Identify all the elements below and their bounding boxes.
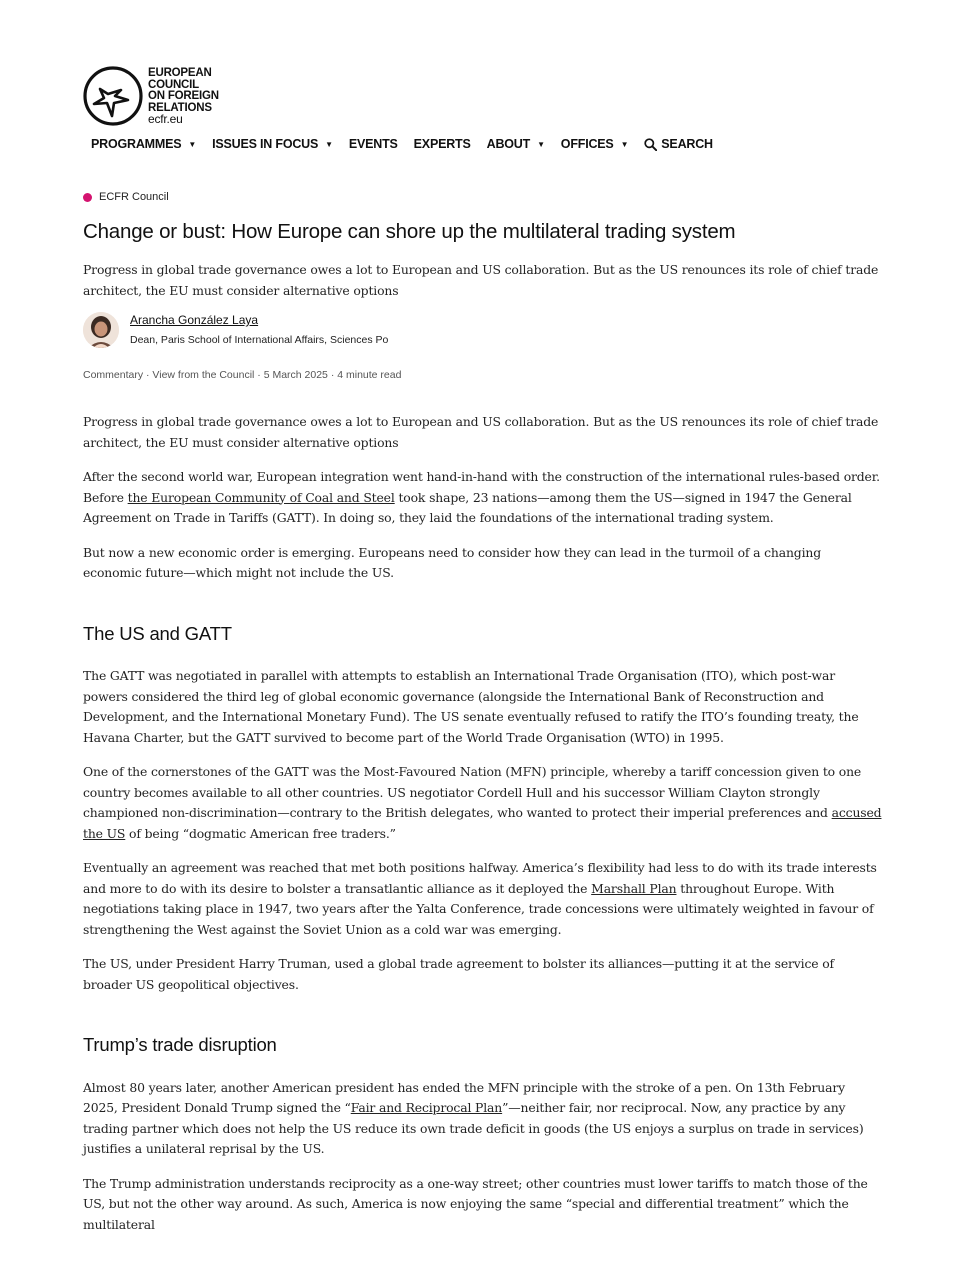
p2-text-a: After the second world war, European integration went hand-in-hand with the construction of the international rules-based order. Before <box>83 469 880 505</box>
search-icon <box>644 138 657 151</box>
nav-events-label: EVENTS <box>348 137 398 151</box>
article-meta: Commentary · View from the Council · 5 March 2025 · 4 minute read <box>83 369 402 381</box>
category-tag[interactable] <box>83 191 169 203</box>
body-paragraph-7: The US, under President Harry Truman, used a global trade agreement to bolster its alliances—putting it at the service of broader US geopolitical objectives. <box>83 956 834 992</box>
ecfr-star-logo-icon <box>82 62 146 132</box>
logo-line-1: EUROPEAN <box>148 67 212 79</box>
logo-line-3: ON FOREIGN <box>148 90 219 102</box>
nav-search[interactable] <box>644 137 713 151</box>
accused-the-us-link[interactable]: accused the US <box>83 805 882 841</box>
nav-issues-label: ISSUES IN FOCUS <box>212 137 319 151</box>
article-standfirst: Progress in global trade governance owes a lot to European and US collaboration. But as the US renounces its role of chief trade architect, the EU must consider alternative options <box>83 262 879 298</box>
author-role: Dean, Paris School of International Affairs, Sciences Po <box>130 334 389 346</box>
p8-text-b: ”—neither fair, nor reciprocal. Now, any practice by any trading partner which does not help the US reduce its own trade deficit in goods (the US enjoys a surplus on trade in services) justifies a unilateral reprisal by the US. <box>83 1100 864 1156</box>
nav-experts[interactable] <box>414 137 471 151</box>
caret-down-icon: ▼ <box>188 139 197 149</box>
nav-offices-label: OFFICES <box>560 137 614 151</box>
body-paragraph-8 <box>83 1078 883 1160</box>
body-paragraph-5 <box>83 762 883 844</box>
p2-text-b: took shape, 23 nations—among them the US—signed in 1947 the General Agreement on Trade in Tariffs (GATT). In doing so, they laid the foundations of the international trading system. <box>83 489 852 525</box>
nav-search-label: SEARCH <box>661 137 713 151</box>
ecfr-logo[interactable] <box>82 62 242 134</box>
marshall-plan-link[interactable]: Marshall Plan <box>591 880 677 896</box>
p6-text-a: Eventually an agreement was reached that met both positions halfway. America’s flexibility had less to do with its trade interests and more to do with its desire to bolster a transatlantic alliance as it deployed the <box>83 860 877 896</box>
caret-down-icon: ▼ <box>325 139 333 149</box>
caret-down-icon: ▼ <box>620 139 629 149</box>
body-paragraph-2 <box>83 467 883 529</box>
nav-offices[interactable] <box>561 137 629 151</box>
logo-line-2: COUNCIL <box>148 78 199 91</box>
p8-text-a: Almost 80 years later, another American president has ended the MFN principle with the stroke of a pen. On 13th February 2025, President Donald Trump signed the “ <box>83 1079 845 1115</box>
section-heading-us-gatt: The US and GATT <box>83 622 232 644</box>
nav-about-label: ABOUT <box>486 137 531 151</box>
body-paragraph-4: The GATT was negotiated in parallel with attempts to establish an International Trade Organisation (ITO), which post-war powers considered the third leg of global economic governance (alongside the International Bank of Reconstruction and Development, and the International Monetary Fund). The US senate eventually refused to ratify the ITO’s founding treaty, the Havana Charter, but the GATT survived to become part of the World Trade Organisation (WTO) in 1995. <box>83 668 859 745</box>
section-heading-trump-trade: Trump’s trade disruption <box>83 1034 277 1055</box>
caret-down-icon: ▼ <box>537 139 545 149</box>
nav-about[interactable] <box>487 137 545 151</box>
author-avatar[interactable] <box>83 312 119 348</box>
fair-reciprocal-plan-link[interactable]: Fair and Reciprocal Plan <box>350 1100 503 1115</box>
nav-events[interactable] <box>349 137 398 151</box>
logo-domain: ecfr.eu <box>148 112 183 126</box>
article-body <box>83 412 883 1249</box>
body-paragraph-6 <box>83 858 883 940</box>
main-nav <box>91 135 729 153</box>
article-title: Change or bust: How Europe can shore up the multilateral trading system <box>83 220 736 243</box>
nav-programmes[interactable] <box>91 137 196 151</box>
nav-issues-in-focus[interactable] <box>212 137 333 151</box>
tag-dot-icon <box>83 193 92 202</box>
body-paragraph-1: Progress in global trade governance owes a lot to European and US collaboration. But as the US renounces its role of chief trade architect, the EU must consider alternative options <box>83 414 879 450</box>
p5-text-a: One of the cornerstones of the GATT was the Most-Favoured Nation (MFN) principle, whereby a tariff concession given to one country becomes available to all other countries. US negotiator Cordell Hull and his successor William Clayton strongly championed non-discrimination—contrary to the British delegates, who wanted to protect their imperial preferences and <box>83 764 862 820</box>
logo-wordmark <box>148 68 219 126</box>
category-tag-label: ECFR Council <box>99 191 169 203</box>
p6-text-b: throughout Europe. With negotiations taking place in 1947, two years after the Yalta Conference, trade concessions were ultimately weighted in favour of strengthening the West against the Soviet Union as a cold war was emerging. <box>83 880 874 937</box>
logo-line-4: RELATIONS <box>148 101 212 114</box>
author-portrait-icon <box>83 312 119 348</box>
p5-text-b: of being “dogmatic American free traders.” <box>125 825 396 841</box>
body-paragraph-9: The Trump administration understands reciprocity as a one-way street; other countries must lower tariffs to match those of the US, but not the other way around. As such, America is now enjoying the same “special and differential treatment” which the multilateral <box>83 1175 868 1232</box>
ecsc-link[interactable]: the European Community of Coal and Steel <box>127 489 395 505</box>
body-paragraph-3: But now a new economic order is emerging. Europeans need to consider how they can lead in the turmoil of a changing economic future—which might not include the US. <box>83 544 822 580</box>
nav-programmes-label: PROGRAMMES <box>91 137 182 151</box>
nav-experts-label: EXPERTS <box>413 137 471 151</box>
author-name-link[interactable]: Arancha González Laya <box>130 313 259 327</box>
